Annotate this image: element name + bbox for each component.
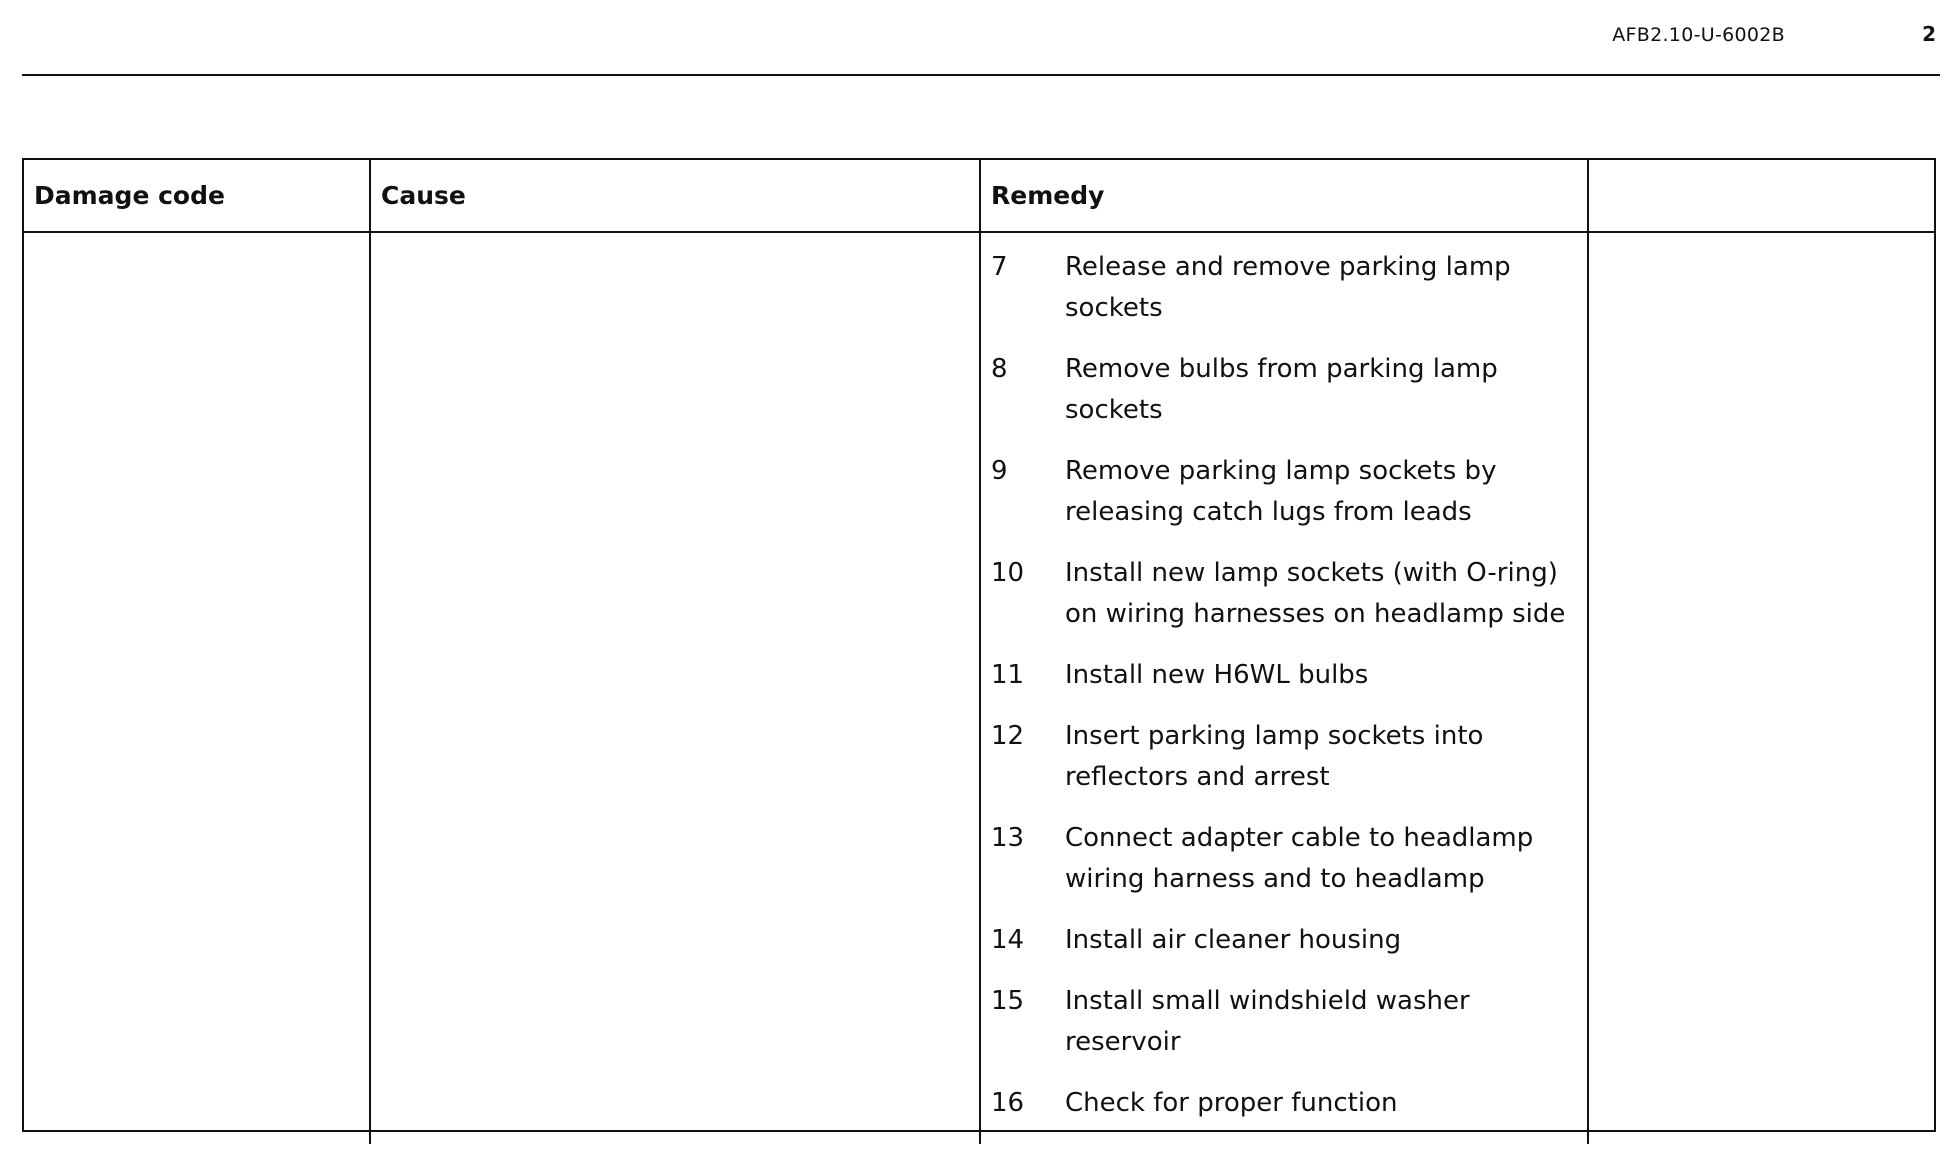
damage-code-cell [24, 232, 370, 1144]
step-text: Check for proper function [1065, 1088, 1398, 1118]
table-row [24, 232, 1934, 1144]
table-header-row [24, 160, 1934, 232]
step-number: 15 [991, 986, 1025, 1016]
step-number: 8 [991, 354, 1008, 384]
step-number: 13 [991, 823, 1025, 853]
step-number: 10 [991, 558, 1025, 588]
step-number: 7 [991, 252, 1008, 282]
step-text: Connect adapter cable to headlamp wiring harness and to headlamp [1065, 823, 1534, 894]
repair-table [22, 158, 1936, 1132]
column-header-damage-code: Damage code [24, 160, 370, 232]
column-header-cause: Cause [370, 160, 980, 232]
remedy-step [991, 451, 1581, 533]
step-text: Install air cleaner housing [1065, 925, 1402, 955]
remedy-step-list [981, 233, 1587, 1124]
step-number: 11 [991, 660, 1025, 690]
step-text: Release and remove parking lamp sockets [1065, 252, 1511, 323]
step-text: Install small windshield washer reservoir [1065, 986, 1470, 1057]
step-number: 9 [991, 456, 1008, 486]
document-number: AFB2.10-U-6002B [1612, 24, 1785, 46]
remedy-step [991, 981, 1581, 1063]
remedy-step [991, 655, 1581, 696]
remedy-step [991, 818, 1581, 900]
step-text: Install new H6WL bulbs [1065, 660, 1369, 690]
column-header-remedy: Remedy [980, 160, 1588, 232]
step-text: Remove parking lamp sockets by releasing catch lugs from leads [1065, 456, 1497, 527]
step-text: Insert parking lamp sockets into reflectors and arrest [1065, 721, 1484, 792]
remedy-step [991, 349, 1581, 431]
blank-cell [1588, 232, 1934, 1144]
page-header [22, 0, 1940, 76]
step-number: 16 [991, 1088, 1025, 1118]
remedy-step [991, 553, 1581, 635]
step-text: Install new lamp sockets (with O-ring) on wiring harnesses on headlamp side [1065, 558, 1566, 629]
remedy-cell [980, 232, 1588, 1144]
step-text: Remove bulbs from parking lamp sockets [1065, 354, 1498, 425]
step-number: 12 [991, 721, 1025, 751]
remedy-step [991, 920, 1581, 961]
cause-cell [370, 232, 980, 1144]
page-number: 2 [1922, 22, 1936, 46]
remedy-step [991, 716, 1581, 798]
remedy-step [991, 247, 1581, 329]
column-header-blank [1588, 160, 1934, 232]
step-number: 14 [991, 925, 1025, 955]
remedy-step [991, 1083, 1581, 1124]
